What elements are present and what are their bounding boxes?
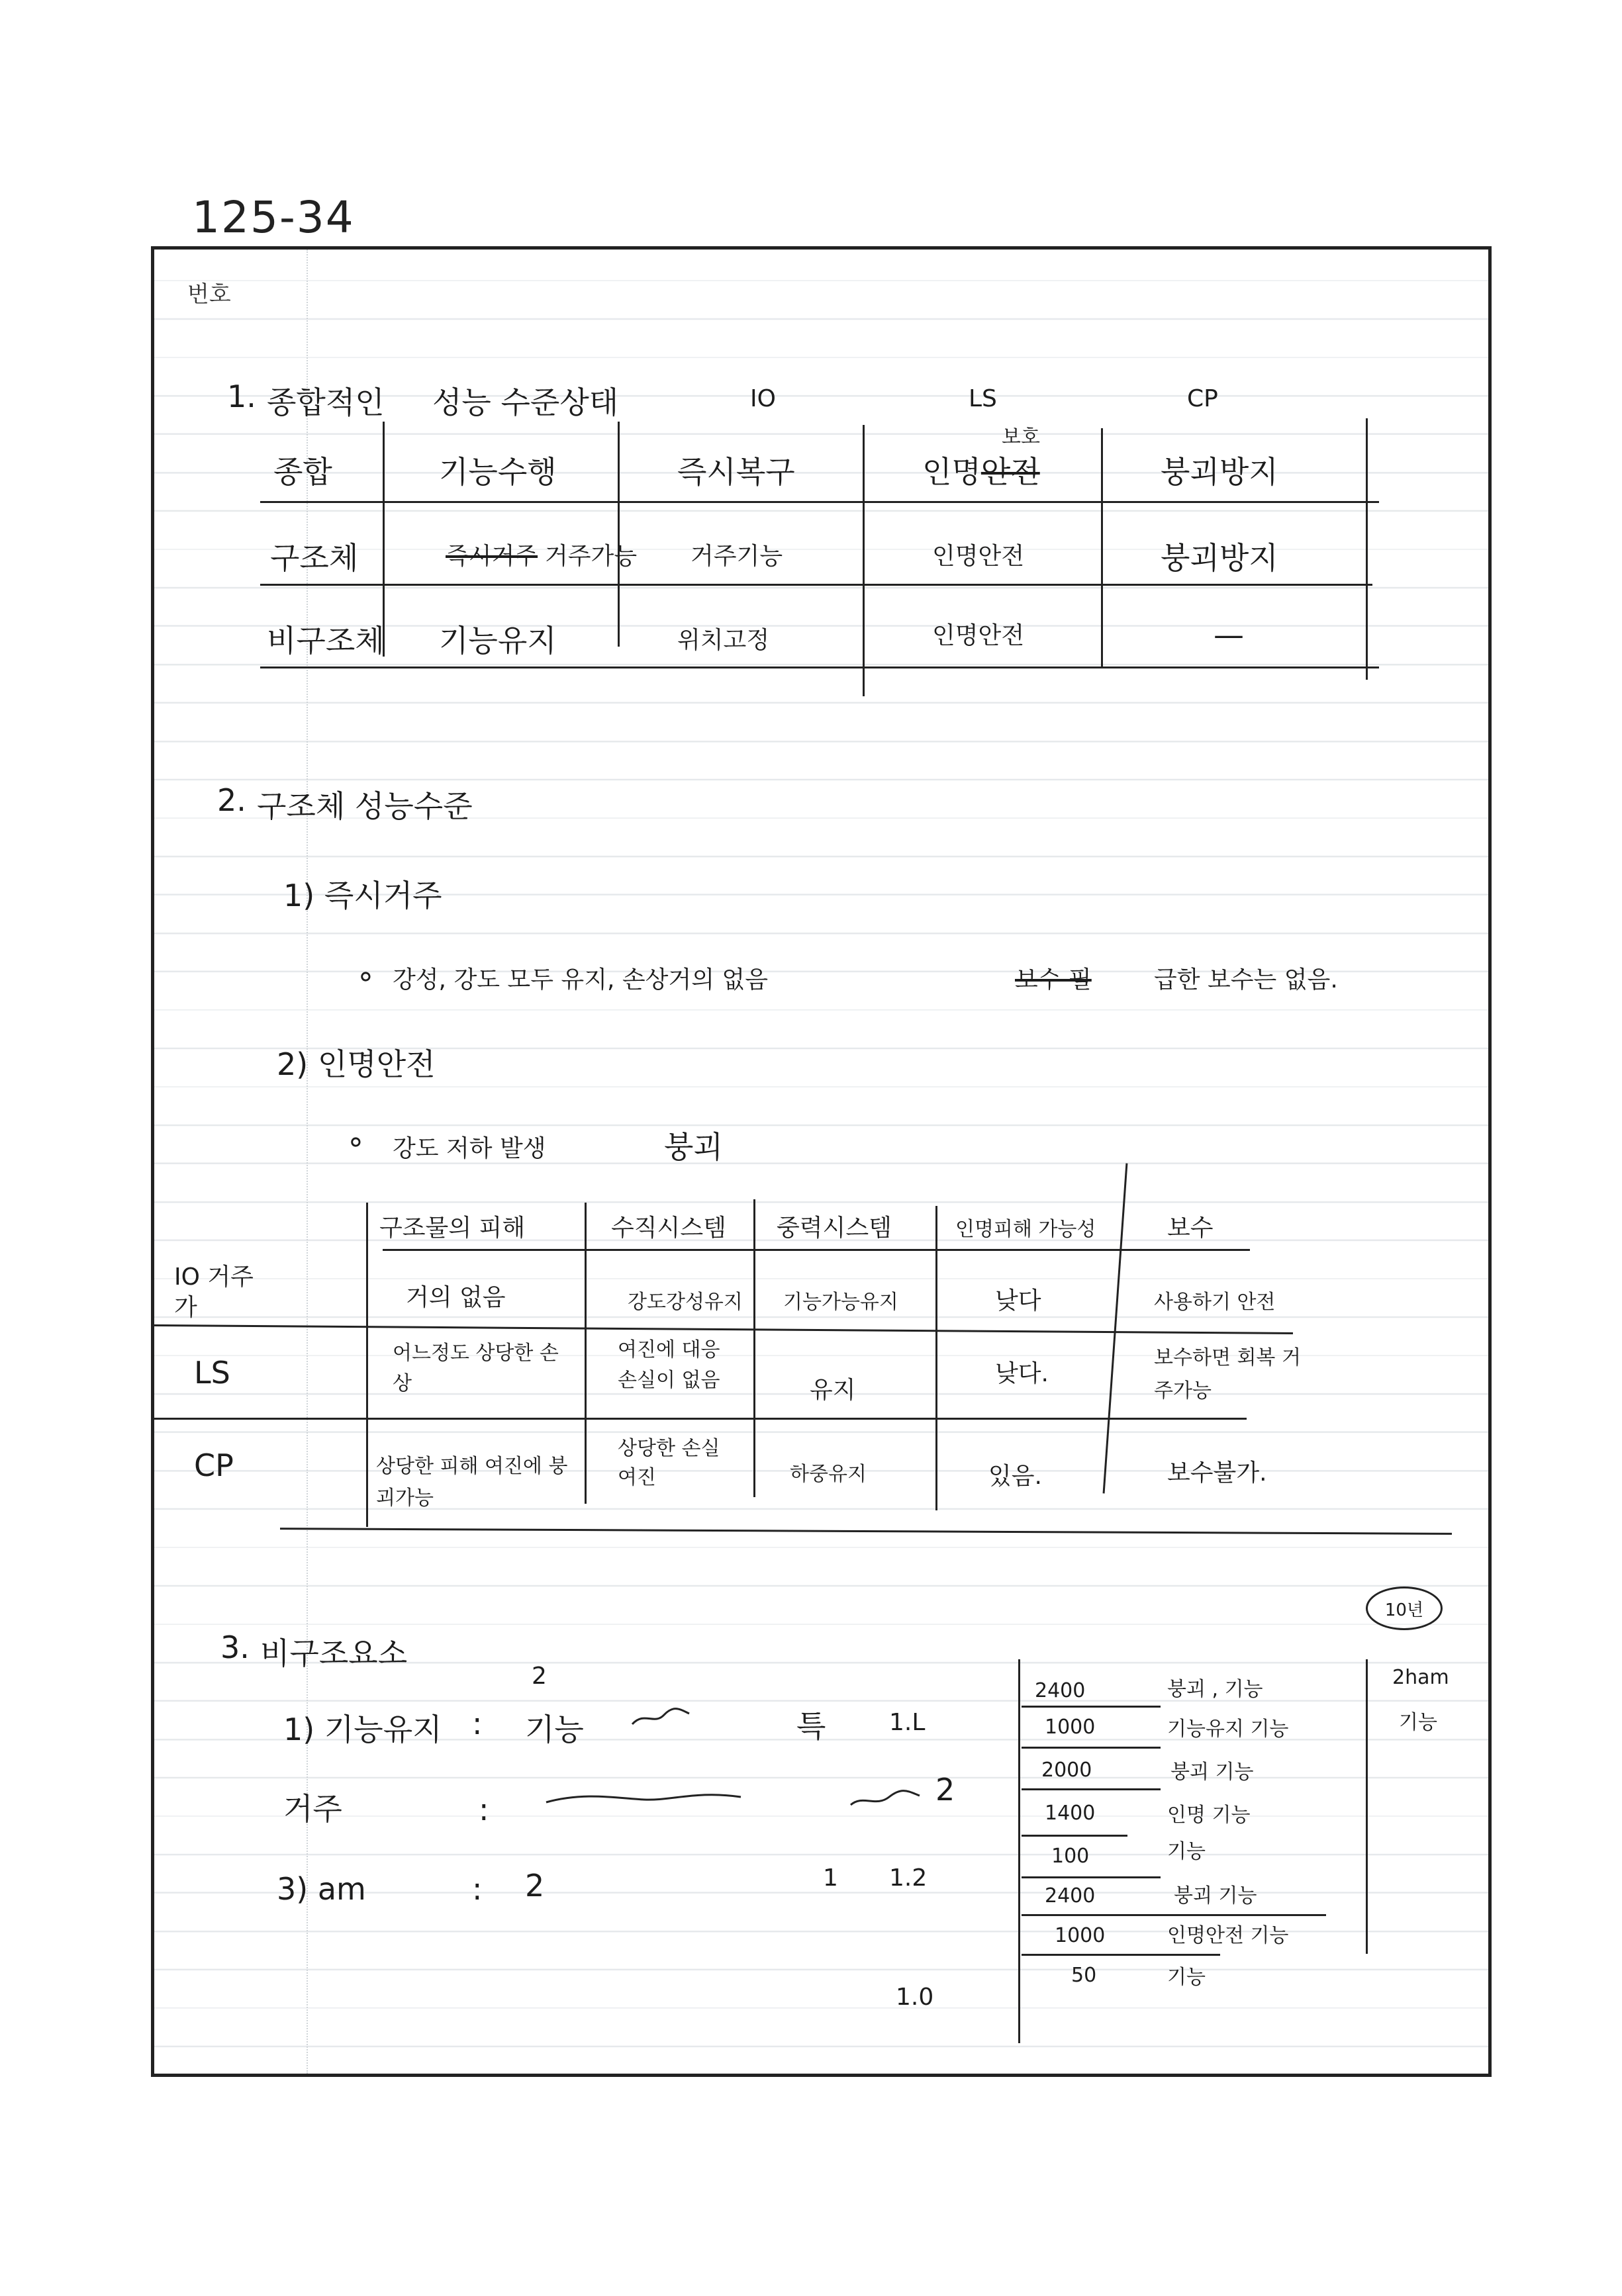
t1-r1-c3-struck: 안전 bbox=[980, 454, 1040, 490]
t2-r1-c1: 거의 없음 bbox=[406, 1284, 506, 1311]
t2-r1-c4: 낮다 bbox=[995, 1287, 1041, 1314]
s2-item2-bullet: 강도 저하 발생 bbox=[393, 1135, 546, 1162]
t2-r3-c5: 보수불가. bbox=[1167, 1459, 1267, 1487]
t2-r1-c3: 기능가능유지 bbox=[783, 1291, 898, 1314]
s3-r2-squiggle-right bbox=[849, 1785, 922, 1812]
t1-r3-label: 비구조체 bbox=[267, 623, 385, 659]
s3-r1-superscript: 2 bbox=[532, 1663, 547, 1690]
t1-vline-4 bbox=[1101, 428, 1103, 666]
s1-num: 1. bbox=[227, 379, 256, 414]
t1-r2-c1: 거주가능 bbox=[545, 543, 638, 570]
s3-side-r2-text: 기능유지 기능 bbox=[1167, 1718, 1289, 1741]
s3-side-hline-6 bbox=[1022, 1914, 1326, 1916]
s3-r1-squiggle bbox=[631, 1706, 691, 1732]
s3-side-vline-left bbox=[1018, 1659, 1020, 2043]
s3-side-r4-num: 1400 bbox=[1045, 1802, 1096, 1825]
t1-r1-c1: 기능수행 bbox=[439, 454, 557, 490]
t1-r1-c2: 즉시복구 bbox=[677, 454, 795, 490]
t2-header-vertical: 수직시스템 bbox=[611, 1215, 726, 1242]
s3-r2-sep: : bbox=[479, 1792, 489, 1827]
s3-r1-right-b: 1.L bbox=[889, 1709, 926, 1736]
s1-col-cp: CP bbox=[1187, 385, 1218, 412]
s3-side-hline-7 bbox=[1022, 1954, 1220, 1956]
s2-item1-struck: 보수 필 bbox=[1015, 966, 1092, 993]
s3-side-hline-5 bbox=[1022, 1876, 1161, 1878]
t2-vline-2 bbox=[585, 1203, 587, 1504]
s3-side-hline-2 bbox=[1022, 1747, 1161, 1749]
s3-side-r6-text: 붕괴 기능 bbox=[1174, 1884, 1257, 1907]
s3-r1-sep: : bbox=[472, 1706, 483, 1741]
t2-r2-c1: 어느정도 상당한 손상 bbox=[393, 1342, 559, 1395]
s3-r3-right-a: 1 bbox=[823, 1864, 838, 1892]
s3-side-r8-text: 기능 bbox=[1167, 1966, 1206, 1989]
t2-r1-label: IO 거주가 bbox=[174, 1263, 254, 1321]
s3-side-r5-num: 100 bbox=[1051, 1845, 1090, 1868]
s3-r3-label: 3) am bbox=[277, 1871, 366, 1907]
s1-title-a: 종합적인 bbox=[267, 385, 385, 420]
t1-r3-c2: 위치고정 bbox=[677, 627, 770, 654]
t1-r2-c4: 붕괴방지 bbox=[1161, 540, 1278, 576]
t2-r2-c5: 보수하면 회복 거주가능 bbox=[1154, 1346, 1301, 1402]
t2-hline-3 bbox=[280, 1528, 1452, 1535]
t2-r3-c1: 상당한 피해 여진에 붕괴가능 bbox=[376, 1455, 568, 1510]
t1-hline-3 bbox=[260, 666, 1379, 668]
t2-vline-5 bbox=[1103, 1164, 1128, 1494]
t1-r1-label: 종합 bbox=[273, 454, 332, 490]
s3-side-r7-text: 인명안전 기능 bbox=[1167, 1924, 1289, 1947]
number-label: 번호 bbox=[187, 281, 231, 308]
t1-r2-c3: 인명안전 bbox=[932, 543, 1025, 570]
s2-item1-bullet: 강성, 강도 모두 유지, 손상거의 없음 bbox=[393, 966, 768, 993]
t2-r1-c5: 사용하기 안전 bbox=[1154, 1291, 1276, 1314]
t1-vline-5 bbox=[1366, 418, 1368, 680]
s3-r1-right-a: 특 bbox=[796, 1708, 826, 1744]
t2-r2-c3: 유지 bbox=[810, 1377, 856, 1404]
s2-item1-tail: 급한 보수는 없음. bbox=[1154, 966, 1338, 993]
s1-col-ls: LS bbox=[969, 385, 997, 412]
s3-far-right-2: 기능 bbox=[1399, 1711, 1437, 1734]
s3-side-hline-1 bbox=[1022, 1706, 1161, 1708]
t1-r3-c1: 기능유지 bbox=[439, 623, 557, 659]
s3-r3-right-b: 1.2 bbox=[889, 1864, 928, 1892]
s3-side-vline-right bbox=[1366, 1659, 1368, 1954]
t2-vline-4 bbox=[935, 1206, 937, 1510]
t1-hline-2 bbox=[260, 584, 1372, 586]
s3-r3-sep: : bbox=[472, 1871, 483, 1907]
t1-vline-2 bbox=[618, 422, 620, 647]
s1-title-b: 성능 수준상태 bbox=[432, 385, 619, 420]
t1-r1-c3: 인명안전 bbox=[922, 454, 1040, 490]
t2-vline-1 bbox=[366, 1203, 368, 1527]
t2-vline-3 bbox=[753, 1199, 755, 1497]
t1-r3-c4: — bbox=[1214, 617, 1244, 653]
s3-circle-mark: 10년 bbox=[1366, 1586, 1443, 1630]
t2-r3-c4: 있음. bbox=[988, 1463, 1042, 1490]
t2-header-casualty: 인명피해 가능성 bbox=[955, 1218, 1096, 1241]
t2-header-repair: 보수 bbox=[1167, 1215, 1214, 1242]
t2-r2-c2: 여진에 대응 손실이 없음 bbox=[618, 1338, 720, 1392]
s3-side-r6-num: 2400 bbox=[1045, 1884, 1096, 1907]
s3-r2-label: 거주 bbox=[283, 1791, 342, 1827]
s2-item1-label: 1) 즉시거주 bbox=[283, 878, 442, 913]
t1-r3-c3: 인명안전 bbox=[932, 622, 1025, 649]
s3-r4-right-b: 1.0 bbox=[896, 1984, 934, 2011]
s2-item2-bullet-dot: ∘ bbox=[346, 1123, 365, 1159]
t1-r1-c4: 붕괴방지 bbox=[1161, 454, 1278, 490]
t2-r2-c4: 낮다. bbox=[995, 1360, 1049, 1387]
t2-r3-label: CP bbox=[194, 1447, 234, 1483]
t2-header-gravity: 중력시스템 bbox=[777, 1215, 892, 1242]
s1-col-io: IO bbox=[750, 385, 776, 412]
t2-r3-c2: 상당한 손실 여진 bbox=[618, 1437, 720, 1489]
s3-side-r3-num: 2000 bbox=[1041, 1759, 1092, 1782]
s3-title: 비구조요소 bbox=[260, 1635, 408, 1671]
s3-side-hline-4 bbox=[1022, 1835, 1127, 1837]
s3-r1-value: 기능 bbox=[525, 1712, 584, 1747]
s2-item2-bullet-tail: 붕괴 bbox=[664, 1129, 723, 1165]
t2-r2-label: LS bbox=[194, 1355, 230, 1391]
s3-r1-label: 1) 기능유지 bbox=[283, 1712, 442, 1747]
t1-r1-edit-above: 보호 bbox=[1002, 426, 1040, 449]
s3-num: 3. bbox=[220, 1630, 250, 1665]
t2-r1-c2: 강도강성유지 bbox=[628, 1291, 743, 1314]
s2-item2-label: 2) 인명안전 bbox=[277, 1046, 436, 1082]
note-sheet bbox=[151, 246, 1492, 2077]
t1-r2-label: 구조체 bbox=[270, 540, 359, 576]
s3-side-r4-text: 인명 기능 bbox=[1167, 1804, 1251, 1827]
t1-vline-3 bbox=[863, 425, 865, 696]
s2-item1-bullet-dot: ∘ bbox=[356, 958, 375, 993]
s3-r2-squiggle bbox=[545, 1785, 743, 1812]
t2-hline-2 bbox=[154, 1418, 1247, 1420]
t2-header-damage: 구조물의 피해 bbox=[379, 1215, 526, 1242]
t2-hline-1 bbox=[154, 1324, 1293, 1334]
s3-side-r3-text: 붕괴 기능 bbox=[1170, 1761, 1254, 1784]
t2-r3-c3: 하중유지 bbox=[790, 1463, 867, 1486]
s2-title: 구조체 성능수준 bbox=[257, 788, 473, 824]
s3-side-hline-3 bbox=[1022, 1788, 1161, 1790]
s3-far-right-1: 2ham bbox=[1392, 1666, 1449, 1689]
s2-num: 2. bbox=[217, 782, 246, 818]
t1-r2-struck: 즉시거주 bbox=[446, 543, 538, 570]
s3-r2-right-a: 2 bbox=[935, 1772, 955, 1808]
s3-side-r1-text: 붕괴 , 기능 bbox=[1167, 1678, 1263, 1701]
t1-hline-1 bbox=[260, 501, 1379, 503]
s3-side-r7-num: 1000 bbox=[1055, 1924, 1106, 1947]
s3-r3-value: 2 bbox=[525, 1868, 545, 1904]
s3-side-r2-num: 1000 bbox=[1045, 1716, 1096, 1739]
page-id: 125-34 bbox=[192, 192, 355, 243]
s3-side-r5-text: 기능 bbox=[1167, 1840, 1206, 1863]
s3-side-r1-num: 2400 bbox=[1035, 1679, 1086, 1702]
s3-side-r8-num: 50 bbox=[1071, 1964, 1097, 1987]
t1-r2-c2: 거주기능 bbox=[691, 543, 783, 570]
